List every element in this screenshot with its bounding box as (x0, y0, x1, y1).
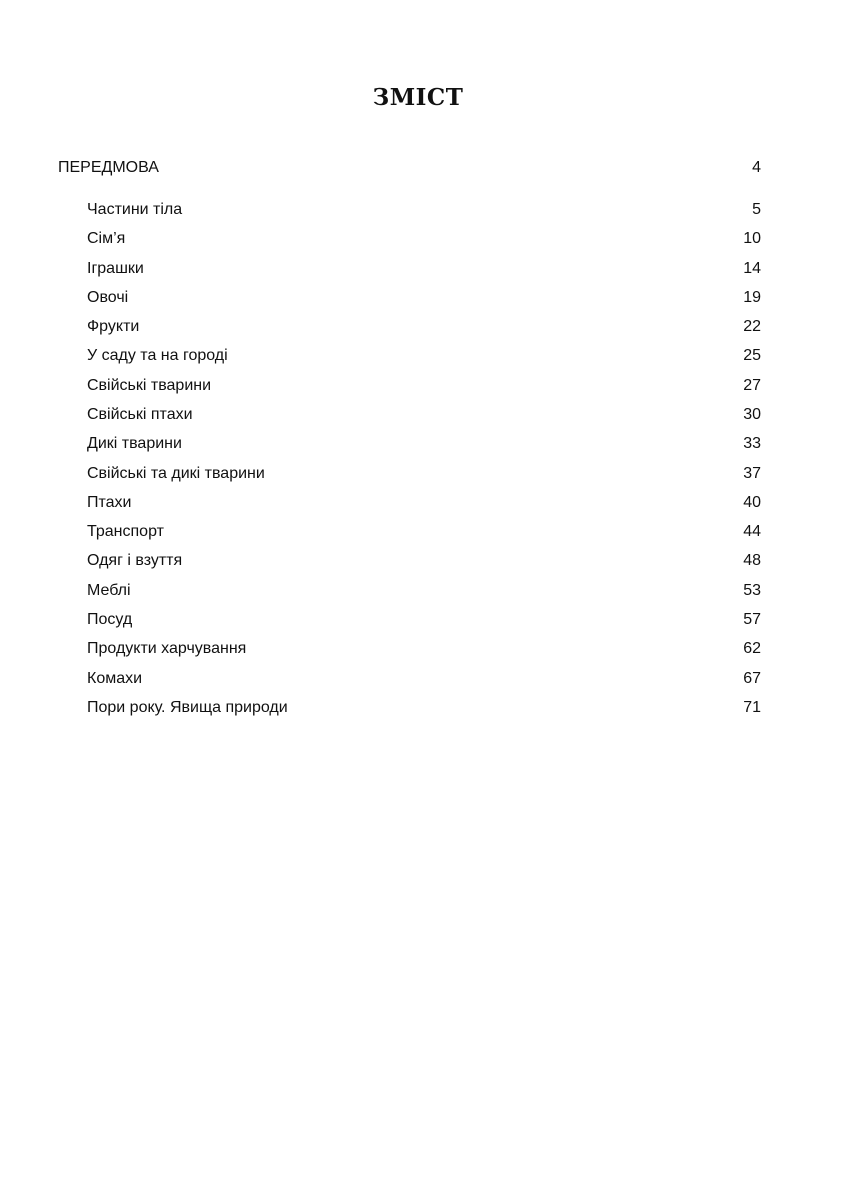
toc-item[interactable] (87, 345, 761, 367)
toc-item[interactable] (87, 404, 761, 426)
toc-item-label: Фрукти (87, 318, 140, 335)
toc-item-page: 48 (743, 552, 761, 569)
toc-item-label: Овочі (87, 289, 129, 306)
toc-item[interactable] (87, 375, 761, 397)
toc-item-label: Частини тіла (87, 201, 183, 218)
toc-item[interactable] (87, 258, 761, 280)
toc-item-label: Свійські та дикі тварини (87, 465, 265, 482)
toc-item-label: Пори року. Явища природи (87, 699, 288, 716)
toc-item-page: 40 (743, 494, 761, 511)
toc-item[interactable] (87, 463, 761, 485)
toc-item[interactable] (87, 433, 761, 455)
toc-item-label: Одяг і взуття (87, 552, 183, 569)
toc-item-label: Птахи (87, 494, 132, 511)
toc-item[interactable] (87, 609, 761, 631)
page-title: ЗМІСТ (372, 84, 464, 111)
toc-item-page: 37 (743, 465, 761, 482)
toc-item-page: 67 (743, 670, 761, 687)
toc-item-label: Комахи (87, 670, 143, 687)
toc-item-label: Посуд (87, 611, 133, 628)
toc-item-label: Іграшки (87, 260, 144, 277)
toc-item-label: У саду та на городі (87, 347, 228, 364)
toc-item-page: 30 (743, 406, 761, 423)
toc-item-page: 19 (743, 289, 761, 306)
toc-item-page: 33 (743, 435, 761, 452)
toc-item[interactable] (87, 287, 761, 309)
toc-item-preface[interactable] (58, 157, 761, 179)
toc-item-label: Транспорт (87, 523, 164, 540)
toc-item-page: 10 (743, 230, 761, 247)
toc-item-page: 5 (752, 201, 761, 218)
toc-item[interactable] (87, 638, 761, 660)
toc-item-page: 27 (743, 377, 761, 394)
toc-item[interactable] (87, 697, 761, 719)
toc-item[interactable] (87, 492, 761, 514)
toc-item-label: Сім’я (87, 230, 126, 247)
toc-item[interactable] (87, 228, 761, 250)
toc-item-label: Продукти харчування (87, 640, 247, 657)
toc-item-page: 71 (743, 699, 761, 716)
toc-item-page: 57 (743, 611, 761, 628)
toc-item-page: 53 (743, 582, 761, 599)
toc-item[interactable] (87, 316, 761, 338)
toc-item[interactable] (87, 199, 761, 221)
toc-item-label: Свійські птахи (87, 406, 193, 423)
toc-item-label: Свійські тварини (87, 377, 212, 394)
toc-item-label: ПЕРЕДМОВА (58, 159, 159, 176)
toc-item-page: 22 (743, 318, 761, 335)
toc-item-page: 4 (752, 159, 761, 176)
toc-item[interactable] (87, 668, 761, 690)
toc-item-label: Дикі тварини (87, 435, 182, 452)
toc-item[interactable] (87, 550, 761, 572)
toc-item-page: 44 (743, 523, 761, 540)
toc-item-page: 25 (743, 347, 761, 364)
toc-item[interactable] (87, 521, 761, 543)
toc-item[interactable] (87, 580, 761, 602)
toc-item-page: 14 (743, 260, 761, 277)
toc-item-page: 62 (743, 640, 761, 657)
toc-item-label: Меблі (87, 582, 131, 599)
